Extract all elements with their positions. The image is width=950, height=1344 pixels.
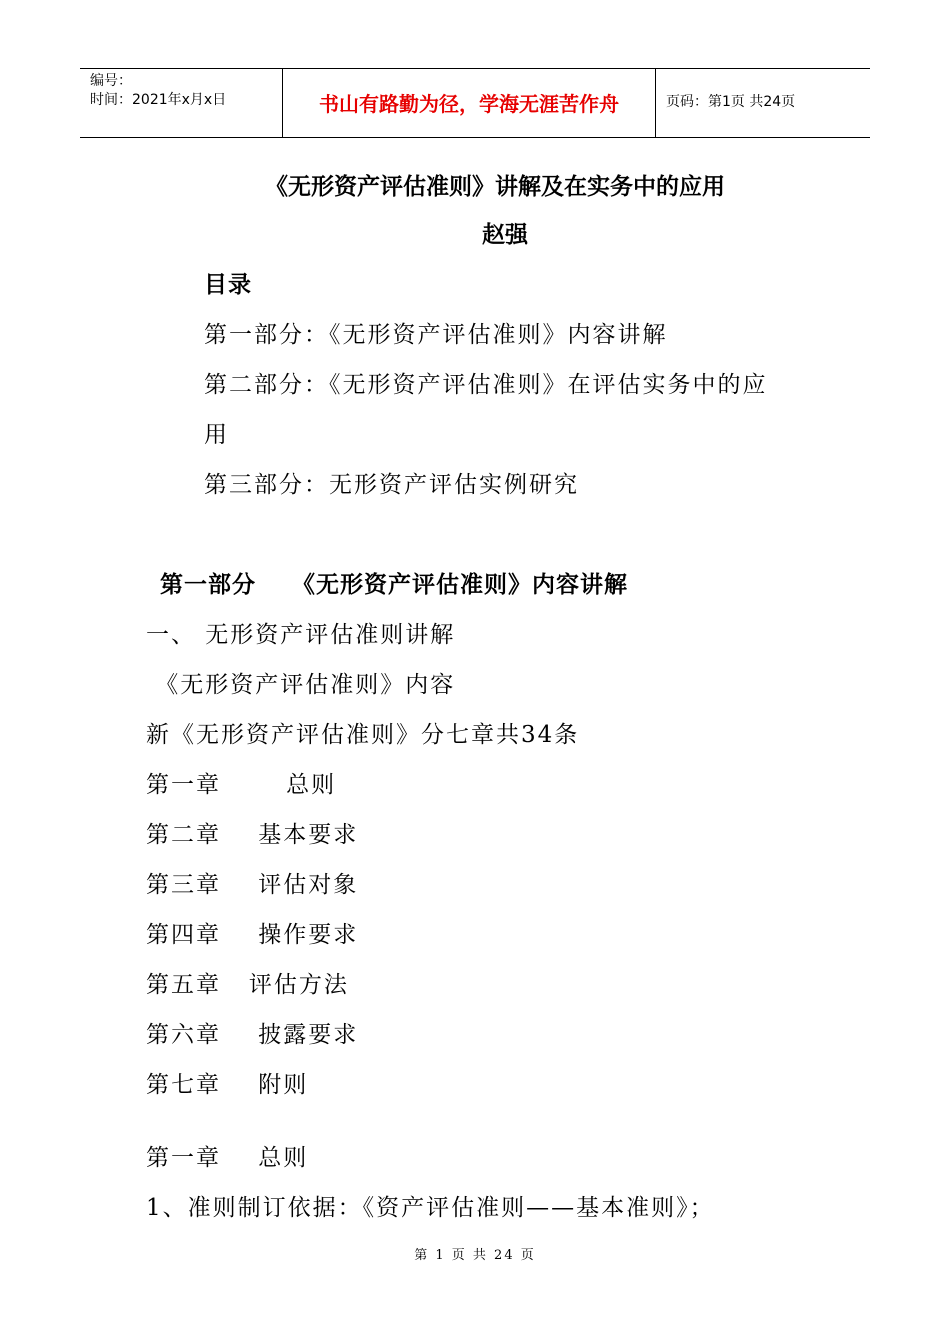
date-label: 时间：2021年x月x日 <box>90 92 227 108</box>
content-title: 《无形资产评估准则》内容 <box>146 672 456 698</box>
number-label: 编号： <box>90 73 132 89</box>
header-left-cell <box>80 69 283 137</box>
chapter-line: 第一章 总则 <box>146 772 337 798</box>
toc-part3: 第三部分：无形资产评估实例研究 <box>204 472 579 498</box>
toc-part2-continued: 用 <box>204 422 229 448</box>
subsection-heading: 一、 无形资产评估准则讲解 <box>146 622 456 648</box>
chapter-line: 第二章 基本要求 <box>146 822 359 848</box>
header-middle-cell <box>283 69 656 137</box>
chapter-line: 第七章 附则 <box>146 1072 309 1098</box>
section-heading: 第一部分 《无形资产评估准则》内容讲解 <box>160 571 629 598</box>
page-footer: 第 1 页 共 24 页 <box>414 1248 536 1263</box>
chapter1-heading: 第一章 总则 <box>146 1145 309 1171</box>
header-table <box>80 68 870 138</box>
item-1: 1、准则制订依据：《资产评估准则——基本准则》； <box>146 1195 715 1221</box>
toc-heading: 目录 <box>204 271 252 298</box>
page-info: 页码：第1页 共24页 <box>666 94 796 110</box>
chapter-line: 第三章 评估对象 <box>146 872 359 898</box>
motto: 书山有路勤为径，学海无涯苦作舟 <box>319 92 619 116</box>
chapter-line: 第六章 披露要求 <box>146 1022 359 1048</box>
summary-line: 新《无形资产评估准则》分七章共34条 <box>146 722 580 748</box>
toc-part2: 第二部分：《无形资产评估准则》在评估实务中的应 <box>204 372 768 398</box>
author: 赵强 <box>482 221 528 248</box>
document-title: 《无形资产评估准则》讲解及在实务中的应用 <box>265 173 725 200</box>
chapter-line: 第四章 操作要求 <box>146 922 359 948</box>
toc-part1: 第一部分：《无形资产评估准则》内容讲解 <box>204 322 668 348</box>
chapter-line: 第五章 评估方法 <box>146 972 349 998</box>
header-right-cell <box>656 69 870 137</box>
